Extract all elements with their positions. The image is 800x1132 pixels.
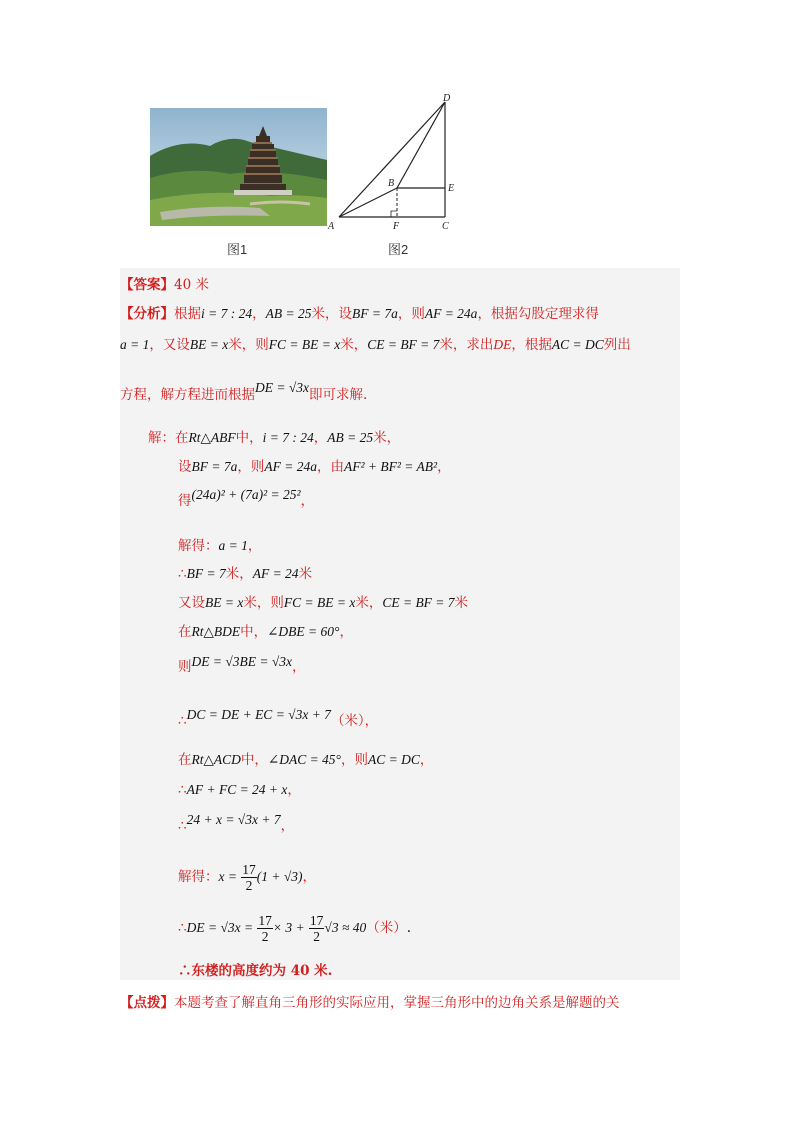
text: 米 [298,566,313,582]
tip-tag: 【点拨】 [120,995,174,1011]
formula: DE = √3x = [186,920,254,935]
formula: BF = 7 [186,566,226,581]
formula: BF = 7a [191,459,238,474]
text: 米，则 [228,337,269,353]
formula: (24a)² + (7a)² = 25² [191,487,301,502]
analysis-line-2 [120,336,631,354]
formula: CE = BF = 7 [382,595,455,610]
text: 米，求出 [439,337,494,353]
formula: BF = 7a [351,306,398,321]
formula: AF = 24 [252,566,299,581]
text: ， [247,538,262,554]
solution-line-5 [178,565,312,583]
text: ，则 [340,752,368,768]
text: ，则 [397,306,425,322]
formula: AC = DC [551,337,604,352]
solution-conclusion: ∴东楼的高度约为 40 米. [178,963,333,979]
answer-tag: 【答案】 [120,277,174,293]
formula: AF = 24a [264,459,317,474]
formula: AF + FC = 24 + x [186,782,288,797]
formula: FC = BE = x [268,337,341,352]
label-e: E [448,183,455,194]
text: 在 [178,752,192,768]
solution-line-9 [178,707,379,730]
segment-bd [397,102,445,188]
text: （米）， [330,713,379,729]
label-c: C [442,221,449,232]
formula: (1 + √3) [256,869,303,884]
formula: DC = DE + EC = √3x + 7 [186,707,331,722]
text: ， [313,430,328,446]
text: ，则 [237,459,265,475]
fraction [241,862,257,893]
solution-line-7 [178,623,353,641]
formula: ∠DAC = 45° [267,752,341,767]
formula: i = 7 : 24 [262,430,314,445]
denominator: 2 [313,929,321,944]
text: ，又设 [149,337,190,353]
formula: AF = 24a [424,306,478,321]
text: 米，设 [311,306,352,322]
text: 方程，解方程进而根据 [120,387,255,403]
formula: Rt△ABF [188,430,236,445]
formula: CE = BF = 7 [367,337,440,352]
segment-ad [339,102,445,217]
solution-line-3 [178,487,315,510]
text: ，由 [316,459,344,475]
formula: a = 1 [218,538,248,553]
formula: Rt△BDE [191,624,241,639]
formula: DE [493,337,512,352]
answer-text: 40 米 [174,277,209,293]
text: 又设 [178,595,205,611]
denominator: 2 [245,878,253,893]
text: 解得： [178,869,219,885]
fig2-caption: 图2 [388,242,409,257]
text: 米， [355,595,383,611]
label-d: D [443,93,451,104]
segment-ab [339,188,397,217]
text: ，根据 [511,337,552,353]
text: （米） [366,920,407,936]
solution-line-14 [178,911,411,945]
text: 设 [178,459,192,475]
formula: AB = 25 [265,306,312,321]
text: 米，则 [243,595,284,611]
fraction [309,913,325,944]
right-angle-mark [391,211,397,217]
label-b: B [388,178,395,189]
formula: i = 7 : 24 [201,306,253,321]
text: ， [252,306,266,322]
analysis-tag: 【分析】 [120,306,174,322]
text: 解：在 [148,430,189,446]
text: 中， [240,624,268,640]
fig1-caption: 图1 [227,242,248,257]
text: ， [437,459,451,475]
solution-line-6 [178,594,468,612]
formula: ∠DBE = 60° [267,624,340,639]
solution-line-1 [148,429,400,447]
text: ， [339,624,353,640]
solution-line-2 [178,458,451,476]
analysis-line-3 [120,380,368,404]
therefore-symbol: ∴ [178,782,187,798]
formula: AB = 25 [327,430,374,445]
text: ， [287,782,301,798]
text: 则 [178,659,192,675]
pagoda-photo [150,108,327,226]
triangle-diagram [325,92,465,232]
text: 即可求解. [309,387,368,403]
text: ， [302,869,317,885]
numerator: 17 [242,862,256,877]
text: ，根据勾股定理求得 [477,306,599,322]
formula: √3 ≈ 40 [324,920,367,935]
text: 在 [178,624,192,640]
formula: DE = √3x [255,380,310,395]
solution-line-12 [178,812,295,835]
text: 列出 [603,337,631,353]
text: 米， [225,566,253,582]
solution-line-4 [178,537,261,555]
formula: 24 + x = √3x + 7 [186,812,281,827]
text: 米， [340,337,368,353]
numerator: 17 [309,913,324,928]
numerator: 17 [258,913,272,928]
label-f: F [393,221,400,232]
text: 根据 [174,306,201,322]
solution-line-10 [178,751,433,769]
formula: a = 1 [120,337,150,352]
text: 解得： [178,538,219,554]
therefore-symbol: ∴ [178,818,187,834]
solution-line-13 [178,860,316,894]
formula: BE = x [189,337,229,352]
formula: BE = x [205,595,244,610]
fraction [257,913,273,944]
text: ， [300,493,315,509]
tip-line [120,994,620,1012]
solution-line-11 [178,781,301,799]
label-a: A [328,221,335,232]
text: 得 [178,493,192,509]
text: . [406,920,412,936]
therefore-symbol: ∴ [178,566,187,582]
formula: AF² + BF² = AB² [343,459,438,474]
text: 米， [373,430,401,446]
text: 中， [235,430,263,446]
text: ， [419,752,434,768]
formula: x = [218,869,237,884]
solution-line-8 [178,654,306,676]
formula: DE = √3BE = √3x [191,654,293,669]
formula: AC = DC [367,752,420,767]
answer-line [120,276,209,294]
formula: Rt△ACD [191,752,241,767]
denominator: 2 [261,929,269,944]
text: 中， [240,752,268,768]
text: ， [280,818,295,834]
text: ， [292,659,306,675]
therefore-symbol: ∴ [178,713,187,729]
formula: FC = BE = x [283,595,356,610]
formula: × 3 + [272,920,305,935]
text: 米 [454,595,469,611]
tip-text: 本题考查了解直角三角形的实际应用，掌握三角形中的边角关系是解题的关 [174,995,620,1011]
analysis-line-1 [120,305,599,323]
therefore-symbol: ∴ [178,920,187,936]
